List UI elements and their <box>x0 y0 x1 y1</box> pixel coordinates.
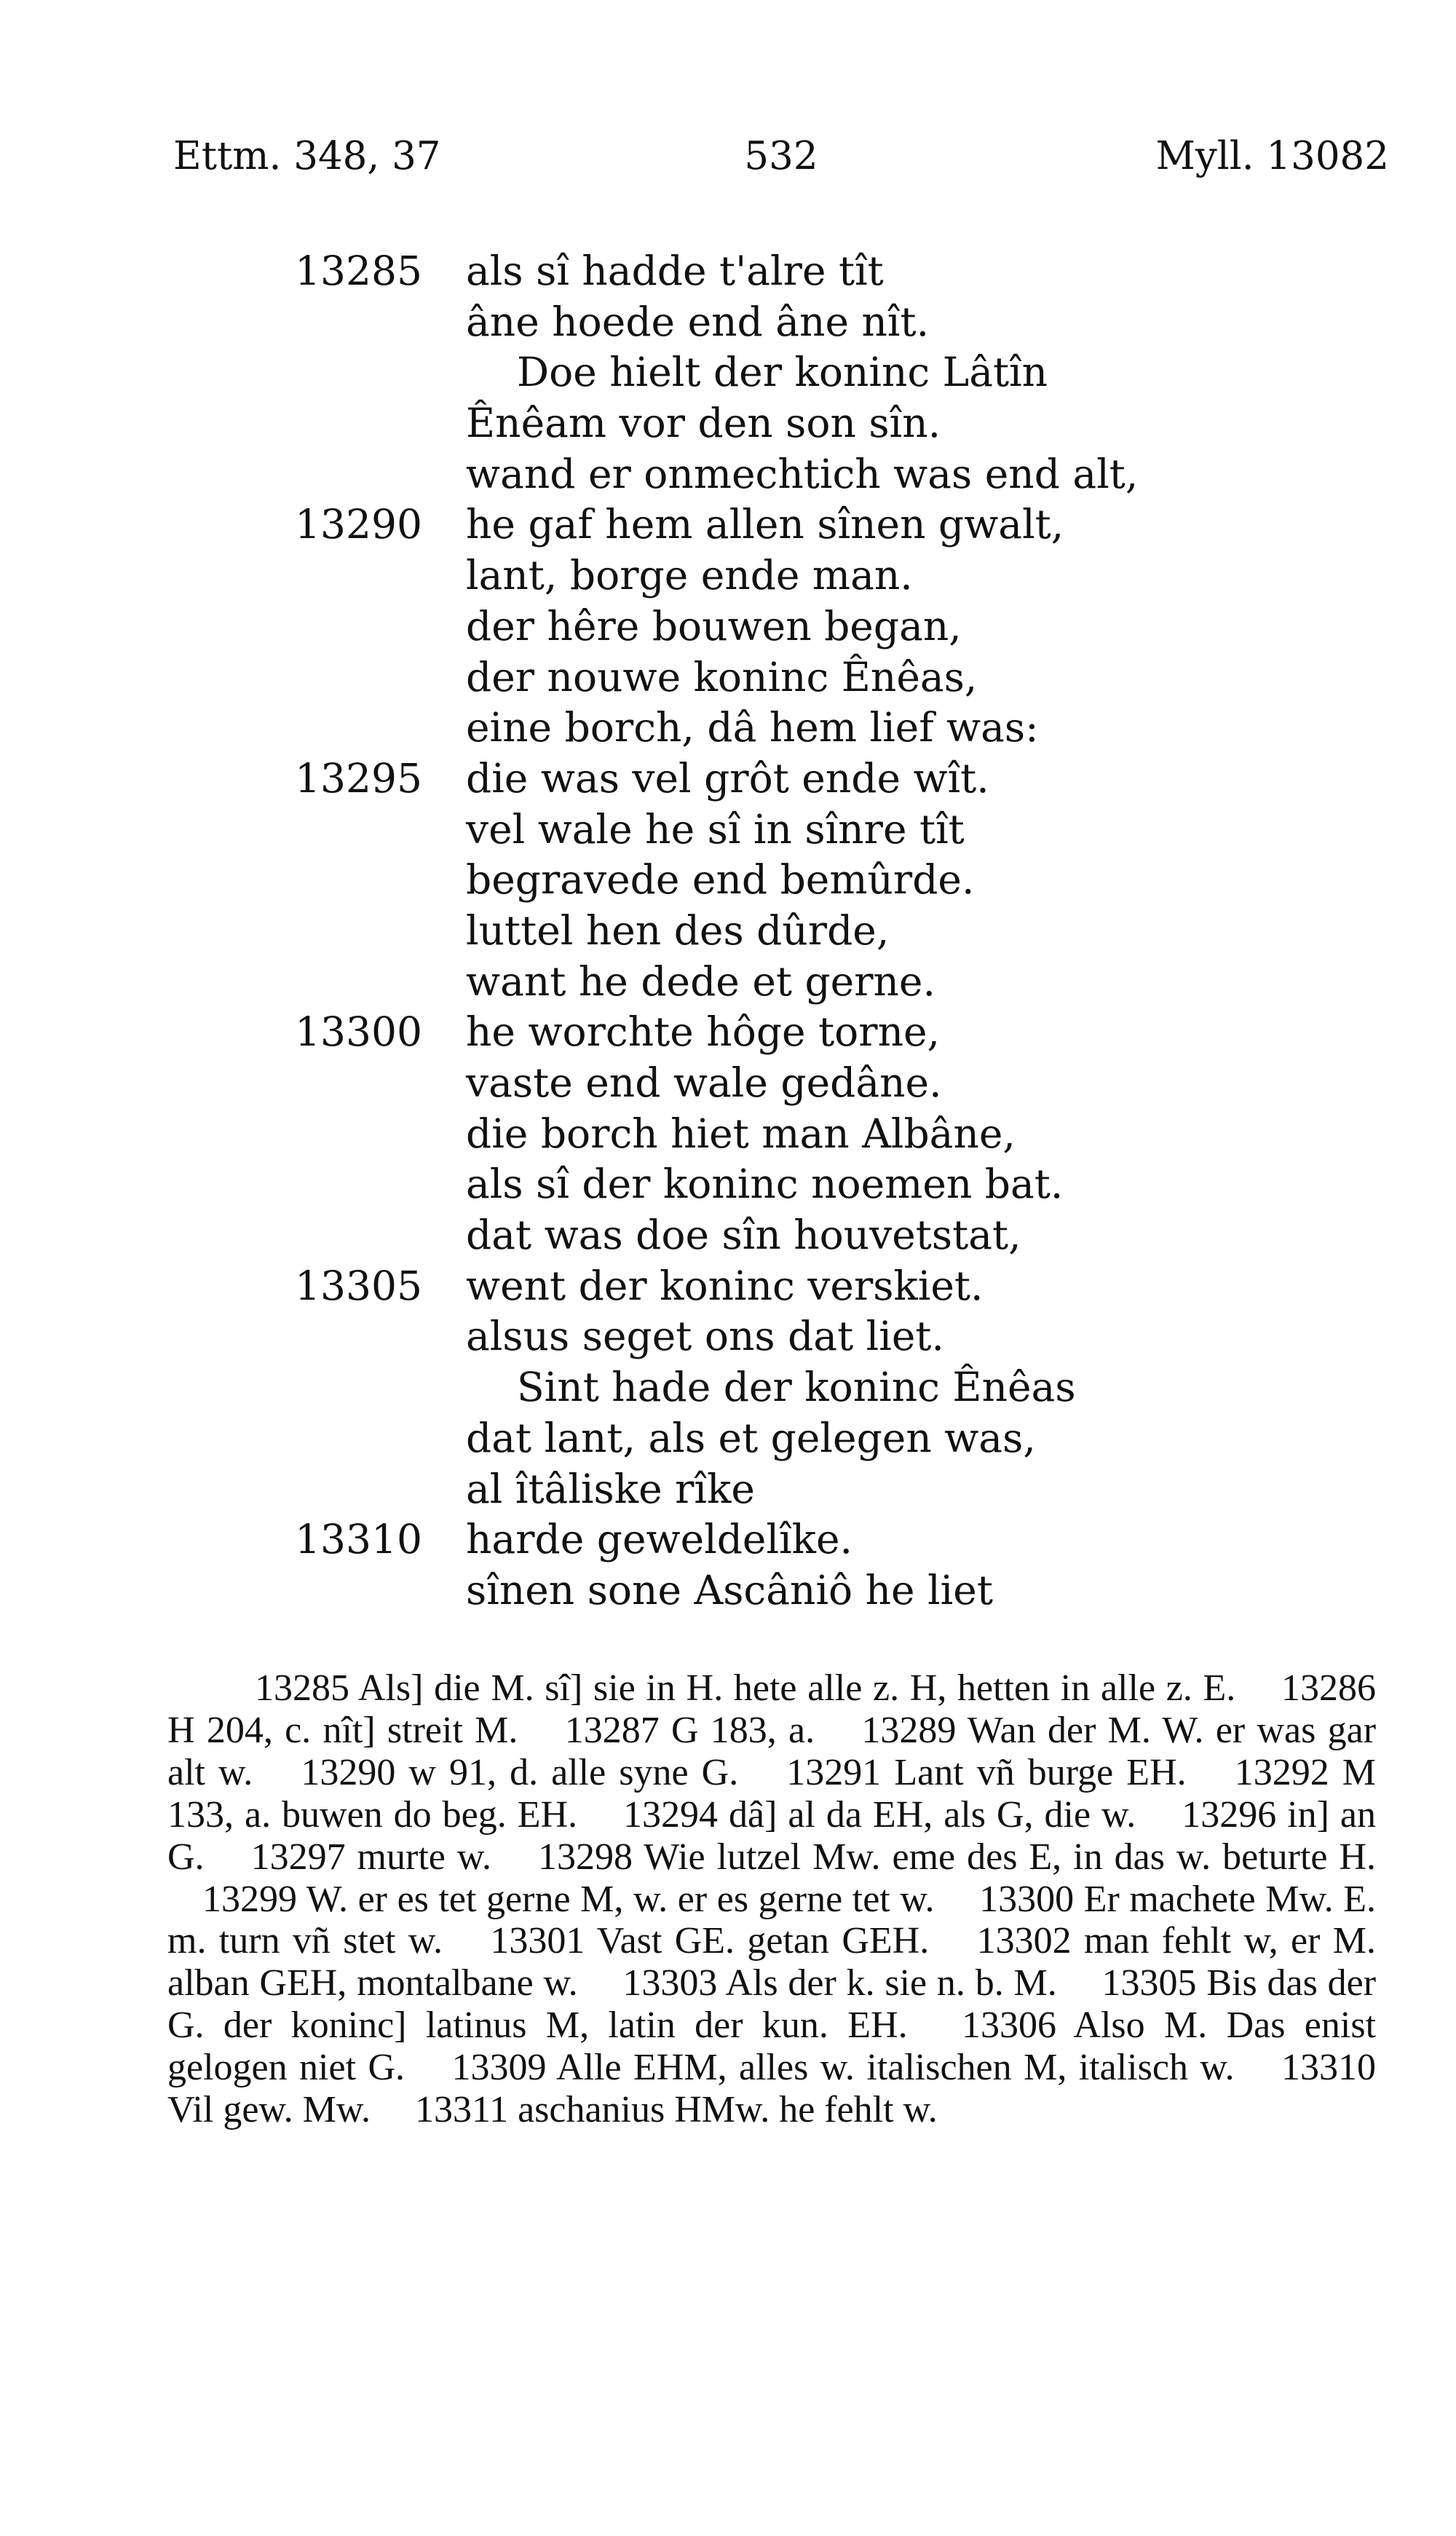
apparatus-entry: 13306 Also M. Das enist gelogen niet G. <box>167 2004 1377 2089</box>
page-number: 532 <box>744 134 818 178</box>
verse-text: die borch hiet man Albâne, <box>466 1110 1016 1157</box>
verse-line <box>0 1261 1456 1312</box>
verse-line <box>0 1514 1456 1565</box>
verse-number: 13295 <box>295 754 422 802</box>
apparatus-entry: 13310 Vil gew. Mw. <box>167 2047 1377 2131</box>
verse-text: eine borch, dâ hem lief was: <box>466 704 1039 751</box>
verse-line <box>0 855 1456 906</box>
verse-text: lant, borge ende man. <box>466 552 913 599</box>
verse-text: vaste end wale gedâne. <box>466 1059 942 1106</box>
verse-text: Ênêam vor den son sîn. <box>466 400 941 447</box>
verse-number: 13290 <box>295 501 422 548</box>
apparatus-entry: 13290 w 91, d. alle syne G. <box>301 1751 739 1793</box>
verse-line <box>0 1210 1456 1261</box>
verse-text: als sî hadde t'alre tît <box>466 248 884 294</box>
verse-line <box>0 398 1456 449</box>
verse-text: vel wale he sî in sînre tît <box>466 805 965 853</box>
verse-line <box>0 1464 1456 1515</box>
apparatus-entry: 13285 Als] die M. sî] sie in H. hete alle z. H, hetten in alle z. E. <box>255 1667 1236 1709</box>
apparatus-entry: 13287 G 183, a. <box>564 1709 815 1751</box>
verse-text: Doe hielt der koninc Lâtîn <box>517 349 1048 396</box>
verse-line <box>0 347 1456 398</box>
verse-line <box>0 1413 1456 1464</box>
verse-line <box>0 1362 1456 1413</box>
apparatus-entry: 13297 murte w. <box>250 1836 492 1878</box>
verse-line <box>0 297 1456 348</box>
apparatus-entry: 13291 Lant vñ burge EH. <box>786 1751 1187 1793</box>
verse-text: begravede end bemûrde. <box>466 856 975 904</box>
verse-text: wand er onmechtich was end alt, <box>466 450 1139 497</box>
verse-text-block <box>0 246 1456 1616</box>
verse-text: der nouwe koninc Ênêas, <box>466 653 978 700</box>
apparatus-entry: 13289 Wan der M. W. er was gar alt w. <box>167 1709 1377 1793</box>
verse-line <box>0 1109 1456 1160</box>
verse-line <box>0 550 1456 601</box>
apparatus-entry: 13292 M 133, a. buwen do beg. EH. <box>167 1751 1377 1836</box>
header-right-reference: Myll. 13082 <box>1155 134 1389 178</box>
apparatus-entry: 13286 H 204, c. nît] streit M. <box>167 1667 1377 1751</box>
verse-line <box>0 1311 1456 1362</box>
verse-number: 13285 <box>295 248 422 294</box>
verse-text: die was vel grôt ende wît. <box>466 754 989 802</box>
verse-line <box>0 449 1456 500</box>
apparatus-entry: 13303 Als der k. sie n. b. M. <box>622 1962 1057 2004</box>
verse-text: went der koninc verskiet. <box>466 1262 984 1309</box>
verse-line <box>0 805 1456 856</box>
verse-line <box>0 1058 1456 1109</box>
verse-line <box>0 906 1456 957</box>
verse-number: 13300 <box>295 1008 422 1056</box>
apparatus-entry: 13299 W. er es tet gerne M, w. er es gerne tet w. <box>202 1878 935 1920</box>
verse-text: al îtâliske rîke <box>466 1465 755 1512</box>
verse-text: alsus seget ons dat liet. <box>466 1313 944 1360</box>
apparatus-entry: 13301 Vast GE. getan GEH. <box>490 1920 930 1962</box>
critical-apparatus <box>167 1667 1376 2131</box>
apparatus-entry: 13300 Er machete Mw. E. m. turn vñ stet w. <box>167 1878 1376 1962</box>
verse-text: âne hoede end âne nît. <box>466 298 930 345</box>
apparatus-entry: 13302 man fehlt w, er M. alban GEH, montalbane w. <box>167 1920 1377 2004</box>
verse-text: want he dede et gerne. <box>466 957 935 1005</box>
verse-line <box>0 1007 1456 1058</box>
verse-line <box>0 499 1456 550</box>
verse-text: he gaf hem allen sînen gwalt, <box>466 501 1064 548</box>
verse-line <box>0 652 1456 703</box>
verse-text: he worchte hôge torne, <box>466 1008 941 1056</box>
verse-line <box>0 1159 1456 1210</box>
verse-text: harde geweldelîke. <box>466 1516 853 1563</box>
apparatus-entry: 13296 in] an G. <box>167 1793 1377 1878</box>
verse-text: der hêre bouwen began, <box>466 602 962 649</box>
verse-text: dat was doe sîn houvetstat, <box>466 1212 1021 1259</box>
verse-text: als sî der koninc noemen bat. <box>466 1161 1064 1208</box>
verse-number: 13310 <box>295 1516 422 1563</box>
running-header <box>173 134 1389 192</box>
verse-line <box>0 703 1456 754</box>
verse-number: 13305 <box>295 1262 422 1309</box>
verse-text: dat lant, als et gelegen was, <box>466 1414 1036 1461</box>
header-left-reference: Ettm. 348, 37 <box>173 134 441 178</box>
verse-line <box>0 246 1456 297</box>
apparatus-entry: 13309 Alle EHM, alles w. italischen M, italisch w. <box>451 2047 1235 2089</box>
apparatus-entry: 13305 Bis das der G. der koninc] latinus M, latin der kun. EH. <box>167 1962 1377 2047</box>
apparatus-entry: 13298 Wie lutzel Mw. eme des E, in das w. beturte H. <box>538 1836 1377 1878</box>
verse-text: luttel hen des dûrde, <box>466 906 890 954</box>
verse-text: Sint hade der koninc Ênêas <box>517 1364 1076 1411</box>
verse-line <box>0 1565 1456 1616</box>
apparatus-entry: 13294 dâ] al da EH, als G, die w. <box>623 1793 1136 1836</box>
apparatus-entry: 13311 aschanius HMw. he fehlt w. <box>415 2089 938 2131</box>
verse-line <box>0 754 1456 805</box>
verse-line <box>0 601 1456 652</box>
verse-line <box>0 957 1456 1008</box>
verse-text: sînen sone Ascâniô he liet <box>466 1566 993 1613</box>
